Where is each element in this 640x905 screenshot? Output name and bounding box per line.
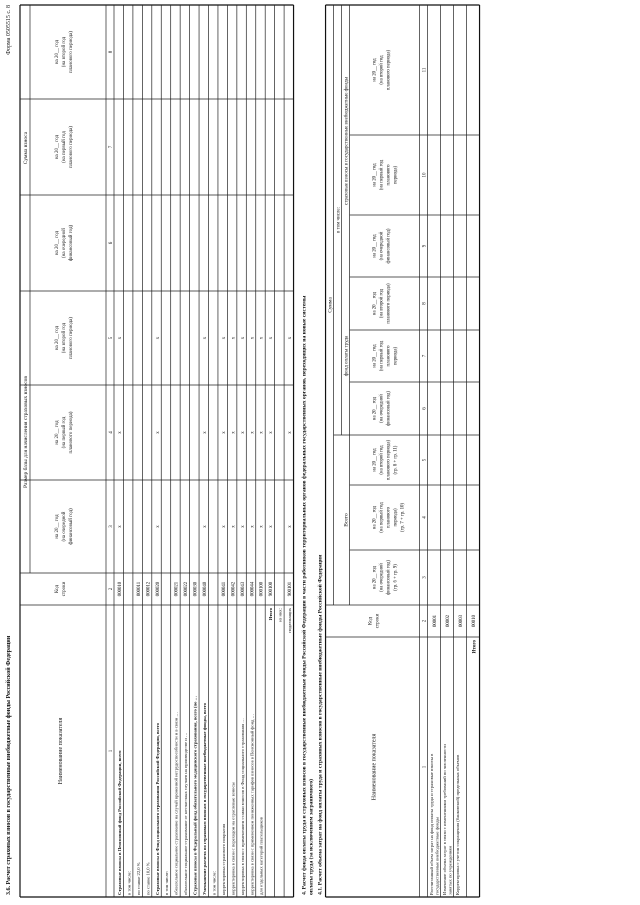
row-code: 000044 — [250, 581, 256, 597]
row-label: занятых по учреждениям — [447, 845, 453, 895]
column-number: 2 — [422, 619, 428, 623]
row-code: 00003 — [459, 615, 465, 627]
row-label: подлежащих — [287, 608, 293, 633]
header-period: планового периода) — [69, 31, 74, 73]
cross-mark: x — [250, 525, 256, 528]
row-label: Страховые взносы в Пенсионный фонд Российской Федерации, всего — [116, 750, 122, 895]
cross-mark: x — [231, 525, 237, 528]
column-number: 5 — [422, 458, 428, 462]
cross-mark: x — [269, 525, 275, 528]
header-fot: фонд оплаты труда — [344, 335, 350, 377]
row-label: по ставке 10,0 % — [145, 862, 151, 895]
cross-mark: x — [250, 336, 256, 340]
row-label: обязательное социальное страхование на случай временной нетрудоспособности и в связи … — [173, 712, 179, 895]
header-period-4: периода) — [393, 165, 399, 185]
header-base: Размер базы для начисления страховых взносов — [23, 375, 29, 489]
header-period: на 20__ год — [55, 325, 60, 351]
row-label: в том числе: — [126, 871, 132, 895]
header-period-4: планового периода) — [386, 439, 392, 481]
section-4-title: 4. Расчет фонда оплаты труда и страховых взносов в государственные внебюджетные фонды Российской Федерации в части работников территориальных органов федеральных государственных органов, переходящих на новые системы — [301, 295, 308, 895]
header-period-4: планового — [386, 164, 392, 186]
header-period: (на очередной — [62, 511, 67, 542]
header-period-4: (на второй год — [379, 288, 385, 319]
header-period-4: на 20__ год — [372, 163, 378, 187]
row-label: Страховые взносы в Федеральный фонд обязательного медицинского страхования, всего (по … — [192, 695, 198, 895]
row-code: 000030 — [193, 581, 199, 597]
cross-mark: x — [259, 431, 265, 434]
section-3-6-title: 3.6. Расчет страховых взносов в государственные внебюджетные фонды Российской Федерации — [6, 635, 12, 895]
header-code-4: Код — [368, 617, 374, 625]
row-label: Рассчитанный объем затрат на фонд оплаты труда и страховые взносы в — [429, 753, 435, 895]
cross-mark: x — [155, 525, 161, 528]
row-code: 00002 — [446, 615, 452, 627]
row-code: 000010 — [117, 581, 123, 597]
cross-mark: x — [221, 431, 227, 434]
column-number: 9 — [422, 244, 428, 248]
header-period: финансовый год) — [69, 224, 74, 262]
header-name: Наименование показателя — [58, 717, 64, 785]
cross-mark: x — [117, 336, 123, 340]
header-period-4: периода) — [393, 346, 399, 366]
header-code: строки — [62, 581, 67, 597]
row-label: корректировка страхового покрытия — [220, 823, 226, 895]
row-code: 000011 — [136, 581, 142, 597]
cross-mark: x — [155, 336, 161, 340]
cross-mark: x — [259, 525, 265, 528]
cross-mark: x — [240, 525, 246, 528]
header-period: (на первый год — [62, 131, 67, 163]
cross-mark: x — [117, 431, 123, 434]
column-number: 2 — [109, 587, 114, 591]
header-period: финансовый год) — [69, 508, 74, 545]
header-period-4: финансовый год) — [386, 228, 392, 264]
cross-mark: x — [155, 431, 161, 434]
header-period: на 20__ год — [55, 39, 60, 65]
column-number: 10 — [422, 172, 428, 178]
row-code: 900100 — [269, 581, 275, 597]
column-number: 3 — [422, 576, 428, 579]
header-period-4: на 20__ год — [372, 234, 378, 258]
cross-mark: x — [269, 336, 275, 340]
column-number: 3 — [109, 525, 114, 528]
row-code: 00001 — [433, 615, 439, 627]
header-period: на 20__ год — [55, 134, 60, 160]
header-total: Всего — [343, 513, 350, 527]
row-code: 00010 — [472, 615, 478, 627]
header-period: (на второй год — [62, 36, 67, 68]
header-period-4: (на первый год — [379, 340, 385, 372]
header-period-4: планового периода) — [386, 283, 392, 324]
cross-mark: x — [259, 336, 265, 340]
header-period-4: финансовый год) — [386, 391, 392, 426]
section-4-title: оплаты труда (за исключением заграничного) — [308, 778, 315, 895]
row-code: 000042 — [231, 581, 237, 597]
header-period: на 20__ год — [55, 420, 60, 445]
row-code: 000043 — [240, 581, 246, 597]
header-sum: Сумма взноса — [23, 131, 29, 165]
row-label: из них: — [277, 608, 283, 622]
row-code: 900101 — [288, 581, 294, 597]
header-period-4: (гр. 8 + гр. 11) — [393, 445, 399, 475]
column-number: 7 — [422, 354, 428, 358]
header-period-4: (на очередной — [379, 231, 385, 261]
row-label: для отдельных категорий плательщиков — [258, 817, 264, 895]
header-period-4: финансовый год) — [386, 560, 392, 595]
header-period-4: (на первый год — [379, 502, 385, 533]
cross-mark: x — [269, 431, 275, 434]
header-period: планового периода) — [69, 126, 74, 168]
cross-mark: x — [231, 336, 237, 340]
cross-mark: x — [288, 525, 294, 528]
column-number: 5 — [109, 336, 114, 340]
cross-mark: x — [288, 336, 294, 340]
header-period: планового периода) — [69, 317, 74, 359]
row-label: Изменение объема затрат в связи с изменениями требований по численности — [442, 744, 448, 895]
row-label: по ставке 22,0 % — [135, 862, 141, 895]
column-number: 1 — [422, 765, 428, 769]
header-period-4: (на второй год — [379, 445, 385, 475]
row-label: Корректировка с учетом сокращения (банковской) предельных объемов — [455, 754, 461, 895]
cross-mark: x — [250, 431, 256, 434]
cross-mark: x — [203, 431, 208, 434]
header-sum-4: Сумма — [327, 297, 334, 313]
header-period-4: (гр. 6 + гр. 9) — [393, 564, 399, 591]
cross-mark: x — [203, 525, 208, 528]
row-code: 000022 — [184, 581, 190, 597]
header-period: (на очередной — [62, 228, 67, 258]
column-number: 8 — [422, 302, 428, 305]
cross-mark: x — [240, 431, 246, 434]
cross-mark: x — [221, 336, 227, 340]
cross-mark: x — [231, 431, 237, 434]
header-period-4: планового периода) — [386, 49, 392, 91]
column-number: 7 — [109, 145, 114, 149]
row-label: Итого — [472, 640, 478, 654]
column-number: 8 — [109, 50, 114, 54]
header-period: (на первый год — [62, 416, 67, 449]
cross-mark: x — [117, 525, 123, 528]
header-period: планового периода) — [69, 411, 74, 454]
header-period-4: на 20__ год — [372, 291, 378, 316]
column-number: 6 — [422, 407, 428, 410]
row-code: 000012 — [146, 581, 152, 597]
row-label: корректировка в связи с переходом на отраслевые взносы — [230, 782, 236, 895]
header-including: в том числе: — [336, 206, 342, 234]
header-period-4: (на очередной — [379, 394, 385, 423]
header-period-4: планового — [386, 345, 392, 367]
row-code: 000100 — [259, 581, 265, 597]
row-label: Уменьшение расчета по страховым взносам в государственные внебюджетные фонды, всего — [202, 703, 207, 895]
header-insurance: страховые взносы в государственные внебюджетные фонды — [344, 77, 350, 205]
cross-mark: x — [203, 336, 208, 340]
row-code: 000040 — [203, 581, 208, 597]
header-period-4: на 20__ год — [372, 396, 378, 421]
header-period-4: (на второй год — [379, 55, 385, 85]
row-label: в том числе: — [164, 871, 170, 895]
header-period-4: планового — [386, 507, 392, 528]
column-number: 4 — [422, 516, 428, 519]
header-period-4: на 20__ год — [372, 58, 378, 82]
row-label: корректировка в связи с применением ставки взносов в Фонд социального страхования … — [239, 718, 245, 895]
header-name-4: Наименование показателя — [371, 733, 378, 801]
header-code: Код — [55, 585, 60, 593]
row-label: корректировка в связи с применением пониженных тарифов взносов в Пенсионный фонд … — [249, 713, 255, 895]
column-number: 4 — [109, 431, 114, 434]
column-number: 6 — [109, 241, 114, 245]
row-code: 000020 — [155, 581, 161, 597]
row-label: обязательное социальное страхование от несчастных случаев на производстве и … — [183, 732, 189, 895]
header-period-4: на 20__ год — [372, 448, 378, 472]
header-period-4: (на очередной — [379, 563, 385, 592]
row-code: 000021 — [174, 581, 180, 597]
cross-mark: x — [288, 431, 294, 434]
header-period: на 20__ год — [55, 514, 60, 539]
form-code: Форма 0505515 с. 8 — [6, 5, 12, 55]
header-period-4: (гр. 7 + гр. 10) — [400, 502, 406, 533]
row-label: в том числе: — [211, 871, 217, 895]
column-number: 1 — [109, 749, 114, 753]
cross-mark: x — [221, 525, 227, 528]
row-label: Страховые взносы в Фонд социального страхования Российской Федерации, всего — [154, 723, 160, 895]
header-code-4: строки — [375, 613, 381, 629]
header-period-4: на 20__ год — [372, 505, 378, 530]
row-label: Итого — [268, 608, 274, 621]
column-number: 11 — [422, 67, 428, 73]
header-period: на 20__ год — [55, 230, 60, 256]
cross-mark: x — [240, 336, 246, 340]
row-code: 000041 — [221, 581, 227, 597]
row-label: государственные внебюджетные фонды — [434, 817, 440, 895]
header-period-4: периода) — [393, 508, 399, 527]
section-4-subtitle: 4.1. Расчет объема затрат на фонд оплаты труда и страховых взносов в государственные внебюджетные фонды Российской Федерации — [317, 554, 324, 895]
header-period-4: на 20__ год — [372, 344, 378, 368]
header-period: (на второй год — [62, 322, 67, 354]
header-period-4: (на первый год — [379, 159, 385, 191]
header-period-4: на 20__ год — [372, 565, 378, 590]
